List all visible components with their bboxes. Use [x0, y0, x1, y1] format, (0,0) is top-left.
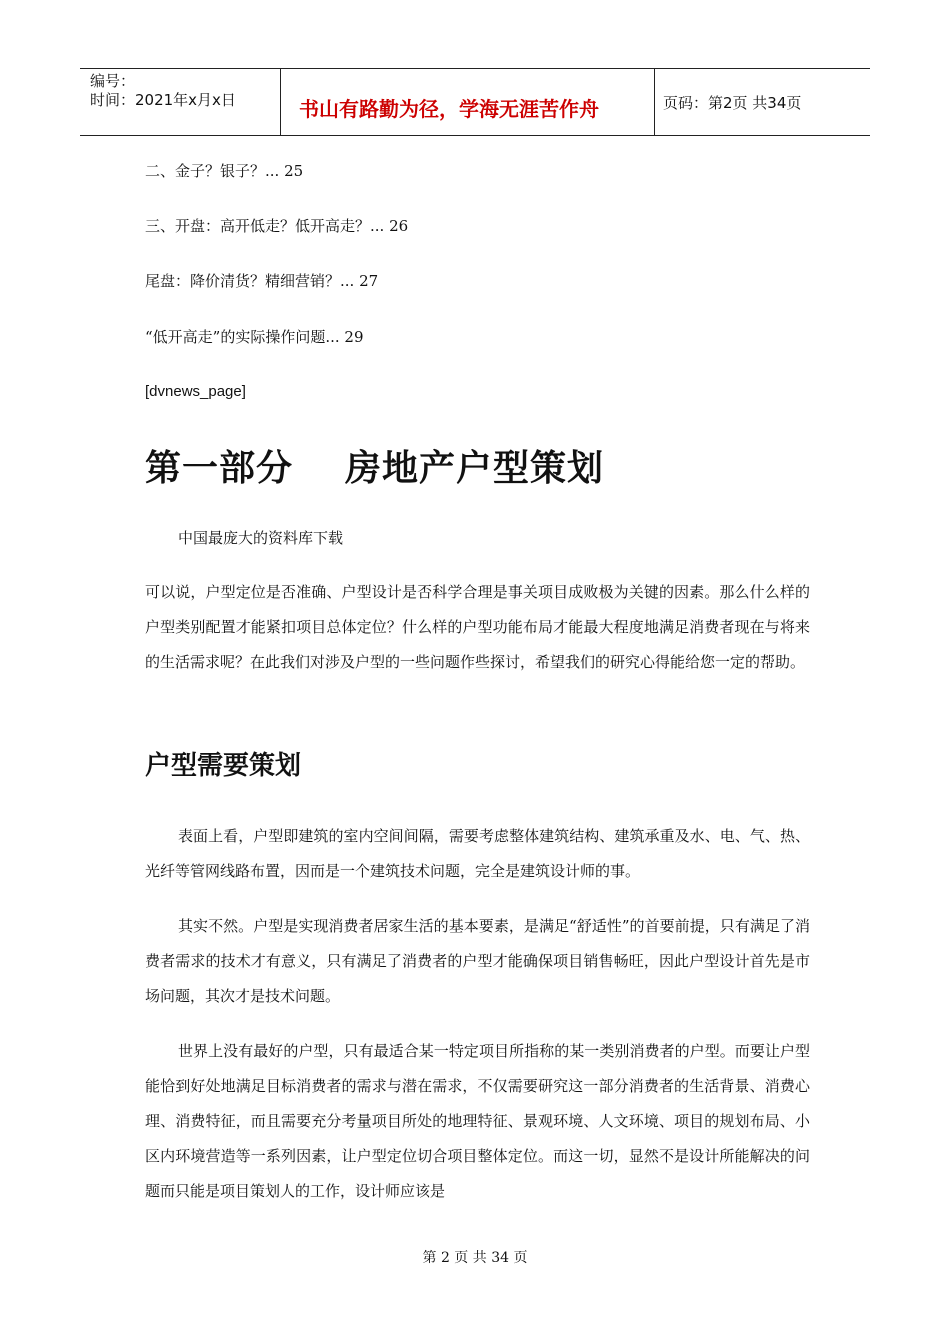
header-page-info: 页码：第2页 共34页: [663, 94, 802, 112]
intro-paragraph: 可以说，户型定位是否准确、户型设计是否科学合理是事关项目成败极为关键的因素。那么什么样的户型类别配置才能紧扣项目总体定位？什么样的户型功能布局才能最大程度地满足消费者现在与将来的生活需求呢？在此我们对涉及户型的一些问题作些探讨，希望我们的研究心得能给您一定的帮助。: [145, 583, 810, 671]
part-title-name: 房地产户型策划: [345, 448, 605, 489]
toc-item: “低开高走”的实际操作问题... 29: [145, 328, 364, 346]
subtitle: 中国最庞大的资料库下载: [178, 529, 344, 547]
toc-item: 二、金子？银子？... 25: [145, 162, 304, 180]
page-footer: 第 2 页 共 34 页: [422, 1250, 528, 1266]
document-number-label: 编号：: [90, 72, 136, 90]
body-paragraph: 其实不然。户型是实现消费者居家生活的基本要素，是满足“舒适性”的首要前提，只有满足了消费者需求的技术才有意义，只有满足了消费者的户型才能确保项目销售畅旺，因此户型设计首先是市场问题，其次才是技术问题。: [145, 917, 810, 1005]
section-title: 户型需要策划: [145, 751, 302, 781]
page-marker: [dvnews_page]: [145, 383, 246, 400]
header-meta-cell: [80, 69, 281, 135]
header-page-cell: [655, 69, 870, 135]
toc-item: 尾盘：降价清货？精细营销？... 27: [145, 272, 379, 290]
document-date: 时间：2021年x月x日: [90, 91, 236, 109]
header-motto-cell: [281, 69, 655, 135]
header-motto: 书山有路勤为径，学海无涯苦作舟: [299, 97, 599, 121]
page-header: [80, 68, 870, 136]
part-title: [145, 440, 604, 491]
part-title-label: 第一部分: [145, 448, 294, 489]
toc-item: 三、开盘：高开低走？低开高走？... 26: [145, 217, 409, 235]
body-paragraph: 表面上看，户型即建筑的室内空间间隔，需要考虑整体建筑结构、建筑承重及水、电、气、热、光纤等管网线路布置，因而是一个建筑技术问题，完全是建筑设计师的事。: [145, 827, 810, 880]
body-paragraph: 世界上没有最好的户型，只有最适合某一特定项目所指称的某一类别消费者的户型。而要让户型能恰到好处地满足目标消费者的需求与潜在需求，不仅需要研究这一部分消费者的生活背景、消费心理、消费特征，而且需要充分考量项目所处的地理特征、景观环境、人文环境、项目的规划布局、小区内环境营造等一系列因素，让户型定位切合项目整体定位。而这一切，显然不是设计所能解决的问题而只能是项目策划人的工作，设计师应该是: [145, 1042, 810, 1200]
